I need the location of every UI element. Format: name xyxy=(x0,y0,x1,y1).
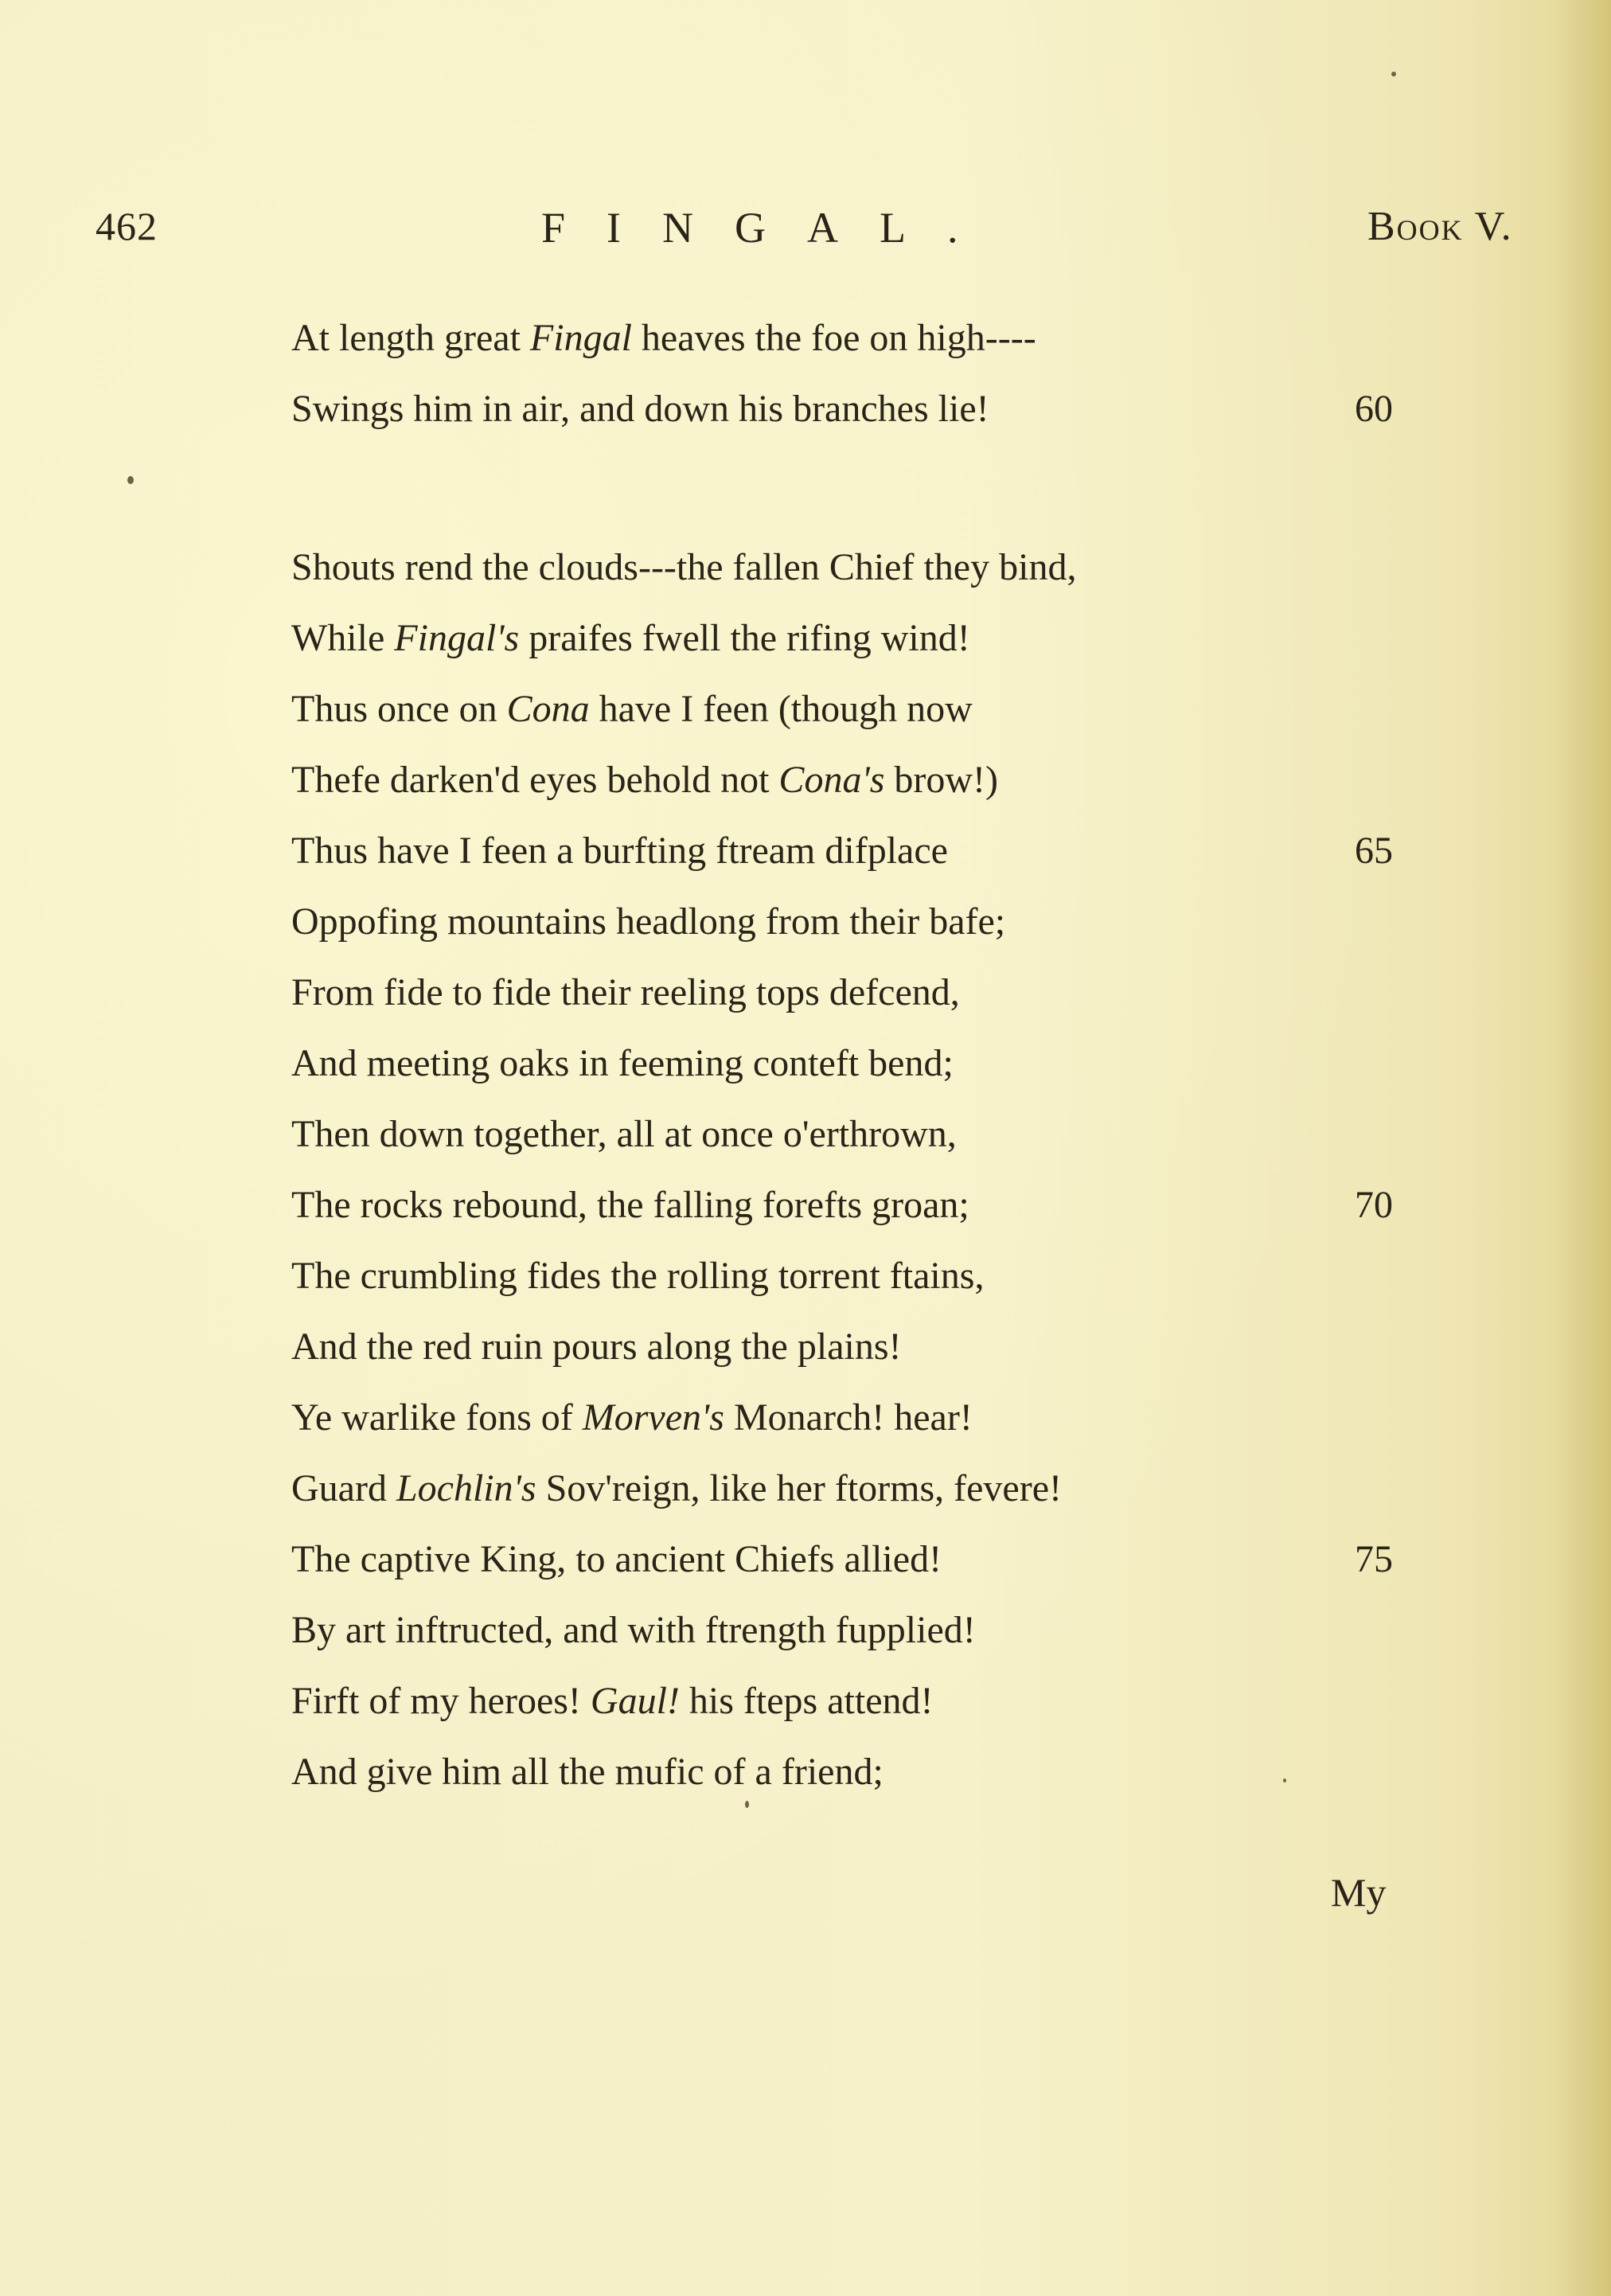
page-gutter-shadow xyxy=(1555,0,1611,2296)
verse-line: Swings him in air, and down his branches lie! 60 xyxy=(291,373,1406,444)
verse-line: The rocks rebound, the falling forefts groan; 70 xyxy=(291,1169,1406,1240)
verse-line: Firft of my heroes! Gaul! his fteps attend! xyxy=(291,1680,934,1722)
verse-line: From fide to fide their reeling tops defcend, xyxy=(291,971,960,1013)
verse-line: The captive King, to ancient Chiefs allied! 75 xyxy=(291,1524,1406,1595)
poem-text xyxy=(291,303,1406,1807)
verse-line: And the red ruin pours along the plains! xyxy=(291,1326,902,1368)
page-header xyxy=(0,203,1611,267)
verse-line: Thus once on Cona have I feen (though now xyxy=(291,688,973,730)
verse-line: Guard Lochlin's Sov'reign, like her ftorms, fevere! xyxy=(291,1467,1062,1509)
page-number: 462 xyxy=(96,204,158,248)
verse-line: And give him all the mufic of a friend; xyxy=(291,1751,884,1793)
running-title: FINGAL. xyxy=(541,204,1000,252)
ink-speck xyxy=(1391,72,1396,76)
verse-line: Then down together, all at once o'erthrown, xyxy=(291,1113,957,1155)
line-number: 70 xyxy=(1355,1184,1393,1226)
verse-line: And meeting oaks in feeming conteft bend; xyxy=(291,1042,954,1084)
ink-speck xyxy=(745,1801,749,1808)
verse-line: By art inftructed, and with ftrength fupplied! xyxy=(291,1609,976,1651)
ink-speck xyxy=(1283,1779,1286,1783)
line-number: 65 xyxy=(1355,830,1393,872)
verse-line: Oppofing mountains headlong from their bafe; xyxy=(291,900,1006,943)
verse-line: Thefe darken'd eyes behold not Cona's brow!) xyxy=(291,759,999,801)
verse-line: Thus have I feen a burfting ftream difplace 65 xyxy=(291,815,1406,886)
verse-line: Shouts rend the clouds---the fallen Chief they bind, xyxy=(291,546,1077,588)
catchword: My xyxy=(1331,1870,1387,1915)
line-number: 75 xyxy=(1355,1538,1393,1580)
verse-line: At length great Fingal heaves the foe on high---- xyxy=(291,317,1036,359)
verse-line: The crumbling fides the rolling torrent ftains, xyxy=(291,1255,985,1297)
verse-line: While Fingal's praifes fwell the rifing wind! xyxy=(291,617,970,659)
book-label: Book V. xyxy=(1367,204,1513,249)
line-number: 60 xyxy=(1355,388,1393,430)
verse-line: Ye warlike fons of Morven's Monarch! hear! xyxy=(291,1396,973,1439)
ink-speck xyxy=(127,476,134,484)
